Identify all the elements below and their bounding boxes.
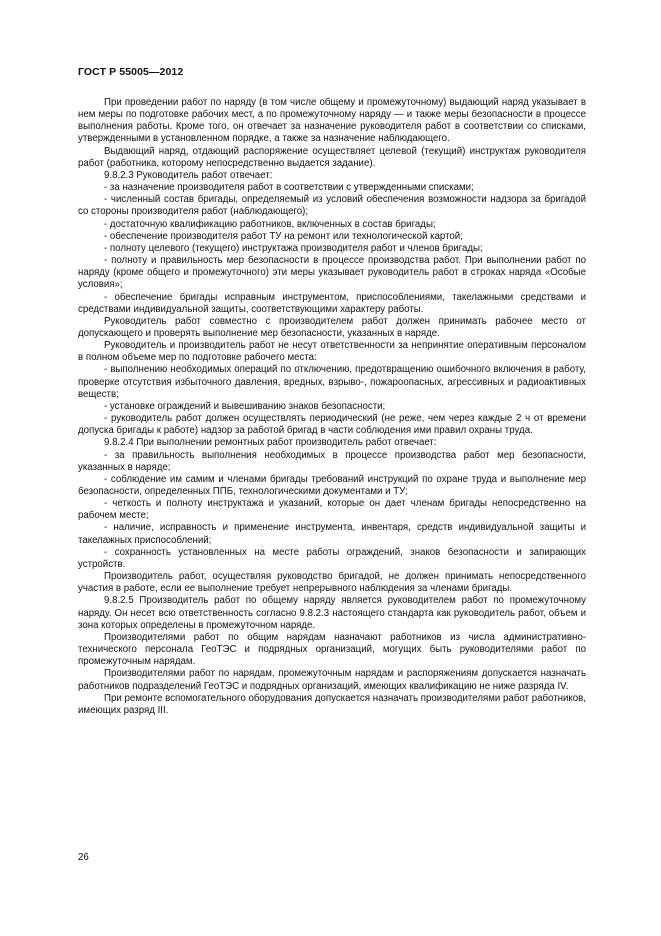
list-item: - сохранность установленных на месте работы ограждений, знаков безопасности и запирающих устройств. — [78, 546, 586, 570]
paragraph: При ремонте вспомогательного оборудования допускается назначать производителями работ работников, имеющих разряд III. — [78, 692, 586, 716]
paragraph: Выдающий наряд, отдающий распоряжение осуществляет целевой (текущий) инструктаж руководителя работ (работника, которому непосредственно выдается задание). — [78, 145, 586, 169]
page-number: 26 — [78, 852, 89, 863]
paragraph: Производителями работ по общим нарядам назначают работников из числа административно-технического персонала ГеоТЭС и подрядных организаций, могущих быть руководителями работ по промежуточным нарядам. — [78, 631, 586, 668]
list-item: - установке ограждений и вывешиванию знаков безопасности; — [104, 400, 386, 412]
list-item: - руководитель работ должен осуществлять периодический (не реже, чем через каждые 2 ч от времени допуска бригады к работе) надзор за работой бригад в части соблюдения ими правил охраны труда. — [78, 413, 586, 437]
document-body — [78, 97, 586, 717]
list-item: - обеспечение бригады исправным инструментом, приспособлениями, такелажными средствами и средствами индивидуальной защиты, соответствующими характеру работы. — [78, 291, 586, 315]
page-header: ГОСТ Р 55005—2012 — [78, 66, 184, 78]
paragraph: Производителями работ по нарядам, промежуточным нарядам и распоряжениям допускается назначать работников подразделений ГеоТЭС и подрядных организаций, имеющих квалификацию не ниже разряда IV. — [78, 668, 586, 692]
list-item: - выполнению необходимых операций по отключению, предотвращению ошибочного включения в работу, проверке отсутствия избыточного давления, вредных, взрыво-, пожароопасных, агрессивных и радиоактивных веществ; — [78, 364, 586, 400]
list-item: - наличие, исправность и применение инструмента, инвентаря, средств индивидуальной защиты и такелажных приспособлений; — [78, 522, 586, 546]
list-item: - соблюдение им самим и членами бригады требований инструкций по охране труда и выполнение мер безопасности, определенных ППБ, технологическими документами и ТУ; — [78, 473, 586, 497]
list-item: - за правильность выполнения необходимых в процессе производства работ мер безопасности, указанных в наряде; — [78, 449, 586, 473]
list-item: - достаточную квалификацию работников, включенных в состав бригады; — [104, 218, 436, 230]
list-item: - четкость и полноту инструктажа и указаний, которые он дает членам бригады непосредственно на рабочем месте; — [78, 498, 586, 522]
list-item: - численный состав бригады, определяемый из условий обеспечения возможности надзора за бригадой со стороны производителя работ (наблюдающего); — [78, 194, 586, 218]
list-item: - обеспечение производителя работ ТУ на ремонт или технологической картой; — [104, 230, 463, 242]
section-heading: 9.8.2.4 При выполнении ремонтных работ производитель работ отвечает: — [104, 437, 437, 449]
section-heading: 9.8.2.3 Руководитель работ отвечает: — [104, 169, 273, 181]
list-item: - полноту и правильность мер безопасности в процессе производства работ. При выполнении работ по наряду (кроме общего и промежуточного) эти меры указывает руководитель работ в строках наряда «Особые условия»; — [78, 255, 586, 291]
paragraph: Руководитель работ совместно с производителем работ должен принимать рабочее место от допускающего и проверять выполнение мер безопасности, указанных в наряде. — [78, 315, 586, 339]
list-item: - за назначение производителя работ в соответствии с утвержденными списками; — [104, 182, 474, 194]
paragraph: Производитель работ, осуществляя руководство бригадой, не должен принимать непосредственного участия в работе, если ее выполнение требует непрерывного наблюдения за членами бригады. — [78, 571, 586, 595]
list-item: - полноту целевого (текущего) инструктажа производителя работ и членов бригады; — [104, 242, 483, 254]
section-paragraph: 9.8.2.5 Производитель работ по общему наряду является руководителем работ по промежуточному наряду. Он несет всю ответственность согласно 9.8.2.3 настоящего стандарта как руководитель работ, объем и зона которых определены в промежуточном наряде. — [78, 595, 586, 631]
paragraph: Руководитель и производитель работ не несут ответственности за непринятие оперативным персоналом в полном объеме мер по подготовке рабочего места: — [78, 340, 586, 364]
paragraph: При проведении работ по наряду (в том числе общему и промежуточному) выдающий наряд указывает в нем меры по подготовке рабочих мест, а по промежуточному наряду — и также меры безопасности в процессе выполнения работы. Кроме того, он отвечает за назначение руководителя работ в соответствии со списками, утвержденными в установленном порядке, а также за назначение наблюдающего. — [78, 97, 586, 145]
